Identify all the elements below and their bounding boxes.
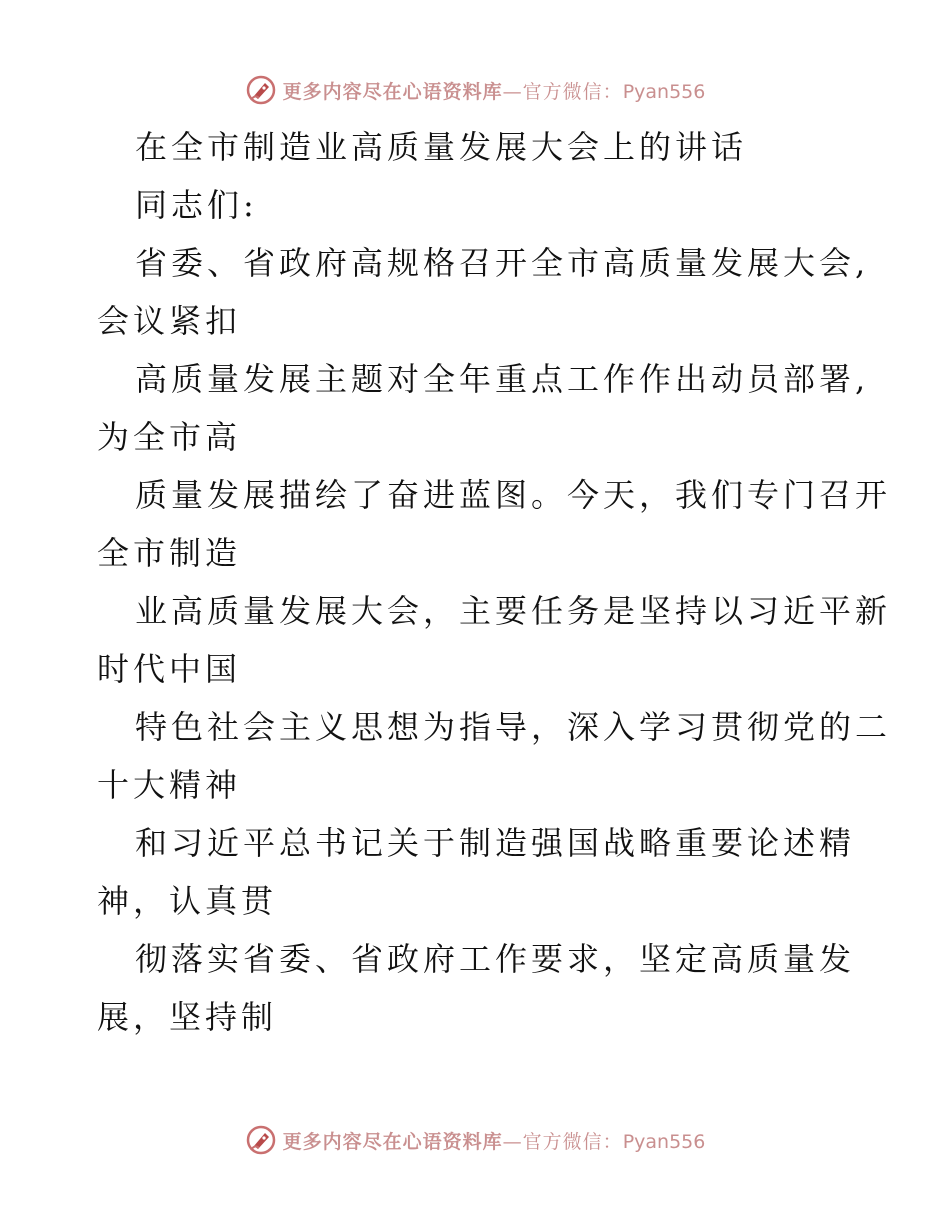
header-wechat-label: 官方微信： xyxy=(522,80,623,103)
text-line: 会议紧扣 xyxy=(97,302,242,340)
header-banner xyxy=(0,70,950,110)
document-body xyxy=(97,118,892,1046)
footer-wechat-label: 官方微信： xyxy=(522,1130,623,1153)
header-wechat-id: Pyan556 xyxy=(622,80,706,103)
text-line: 全市制造 xyxy=(97,534,242,572)
header-site-name: 更多内容尽在心语资料库 xyxy=(282,80,503,103)
text-line: 质量发展描绘了奋进蓝图。今天，我们专门召开 xyxy=(135,476,892,514)
text-line: 时代中国 xyxy=(97,650,242,688)
pen-nib-icon xyxy=(245,1124,277,1156)
text-line: 神，认真贯 xyxy=(97,882,278,920)
pen-nib-icon xyxy=(245,74,277,106)
header-dash: — xyxy=(502,80,523,103)
text-line: 业高质量发展大会，主要任务是坚持以习近平新 xyxy=(135,592,892,630)
text-line: 特色社会主义思想为指导，深入学习贯彻党的二 xyxy=(135,708,892,746)
text-line: 展，坚持制 xyxy=(97,998,278,1036)
document-title: 在全市制造业高质量发展大会上的讲话 xyxy=(135,128,748,166)
footer-site-name: 更多内容尽在心语资料库 xyxy=(282,1130,503,1153)
text-line: 省委、省政府高规格召开全市高质量发展大会, xyxy=(135,244,870,282)
footer-wechat-id: Pyan556 xyxy=(622,1130,706,1153)
salutation: 同志们: xyxy=(135,186,258,224)
header-banner-text xyxy=(283,77,706,104)
text-line: 和习近平总书记关于制造强国战略重要论述精 xyxy=(135,824,856,862)
text-line: 彻落实省委、省政府工作要求，坚定高质量发 xyxy=(135,940,856,978)
footer-dash: — xyxy=(502,1130,523,1153)
footer-banner-text xyxy=(283,1127,706,1154)
text-line: 十大精神 xyxy=(97,766,242,804)
text-line: 为全市高 xyxy=(97,418,242,456)
text-line: 高质量发展主题对全年重点工作作出动员部署, xyxy=(135,360,870,398)
footer-banner xyxy=(0,1120,950,1160)
